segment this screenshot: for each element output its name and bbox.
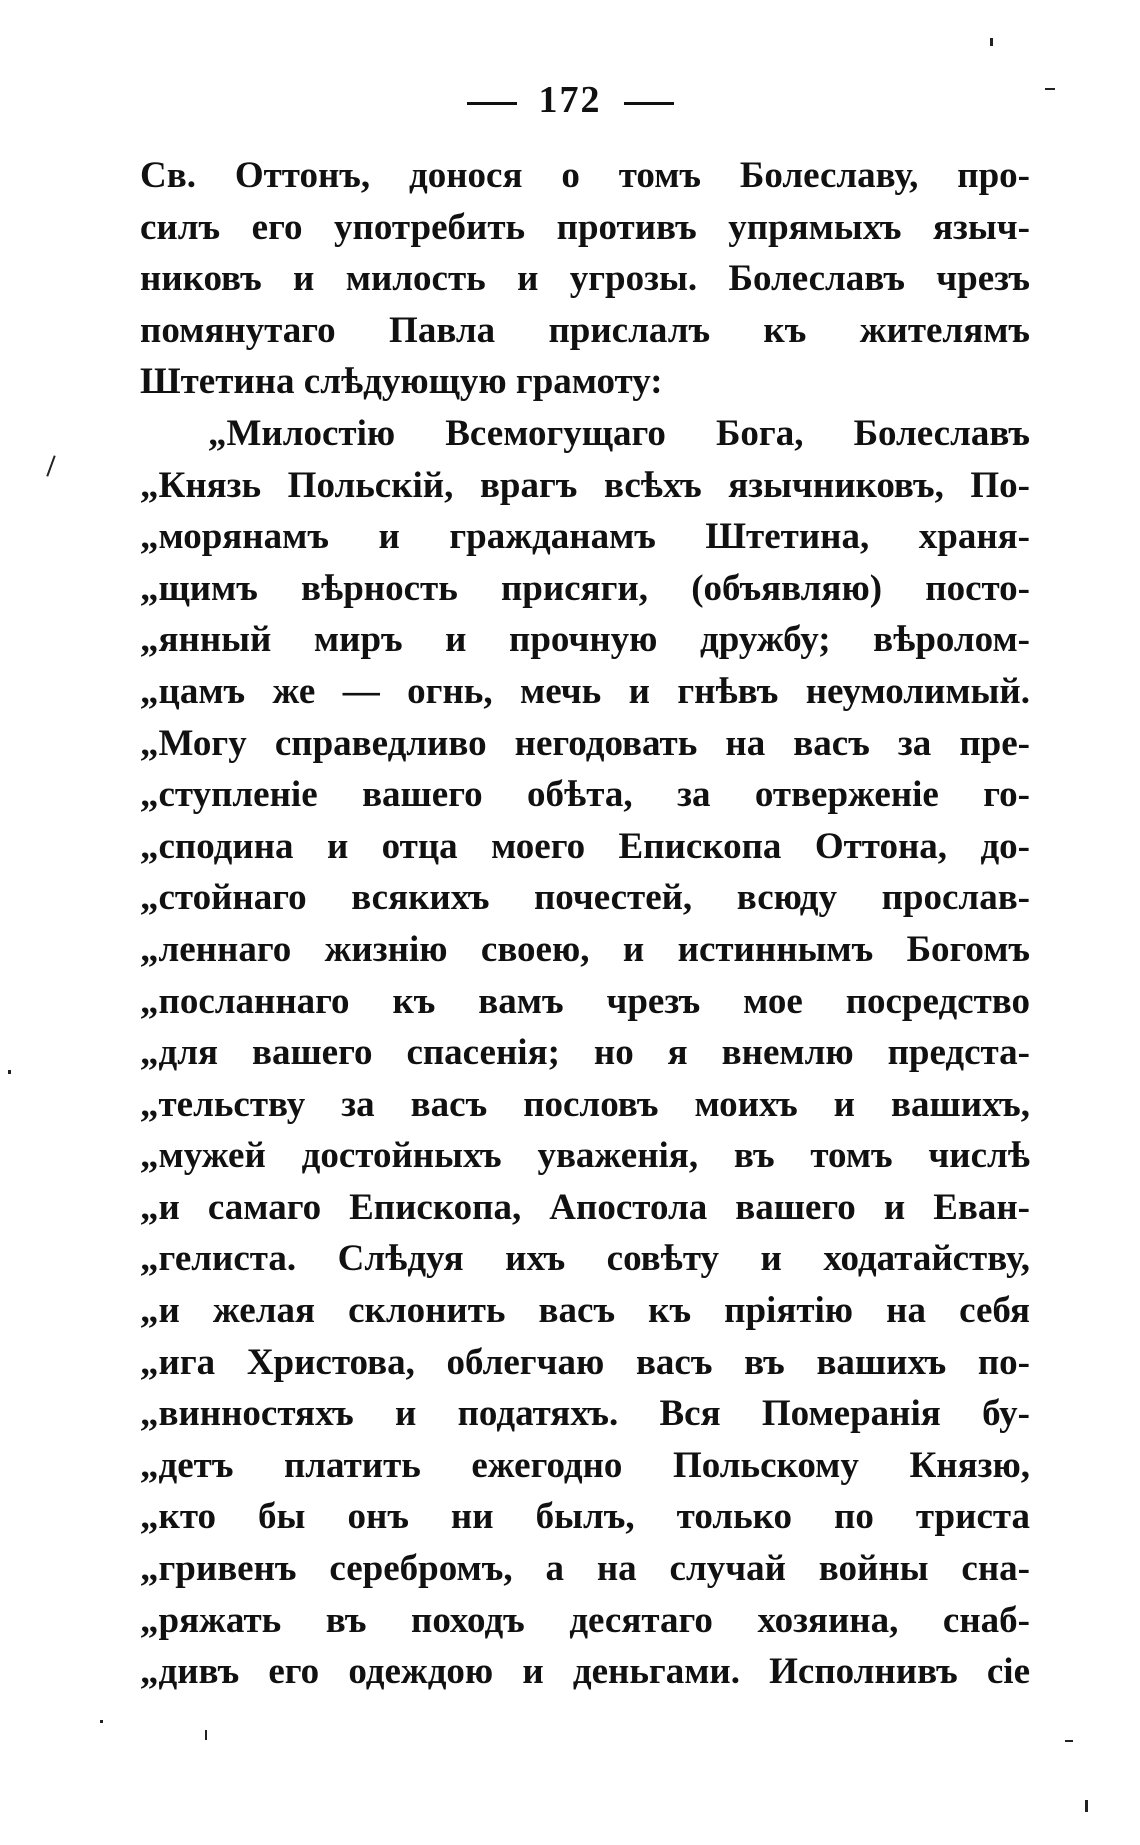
text-line: „гривенъ серебромъ, а на случай войны сна-	[140, 1548, 1030, 1590]
scan-speck	[1085, 1800, 1088, 1812]
text-line: „ига Христова, облегчаю васъ въ вашихъ по-	[140, 1341, 1030, 1383]
text-line: „Могу справедливо негодовать на васъ за пре-	[140, 722, 1030, 764]
text-line: „детъ платить ежегодно Польскому Князю,	[140, 1444, 1030, 1486]
header-dash-left	[467, 102, 517, 105]
text-line: „винностяхъ и податяхъ. Вся Померанія бу-	[140, 1393, 1030, 1435]
scan-speck	[100, 1720, 103, 1723]
body-text	[140, 150, 1030, 1698]
text-line: „щимъ вѣрность присяги, (объявляю) посто-	[140, 567, 1030, 609]
text-line: „и самаго Епископа, Апостола вашего и Еван-	[140, 1186, 1030, 1228]
text-line: „кто бы онъ ни былъ, только по триста	[140, 1496, 1030, 1538]
text-line: „ряжать въ походъ десятаго хозяина, снаб-	[140, 1599, 1030, 1641]
text-line: помянутаго Павла прислалъ къ жителямъ	[140, 309, 1030, 351]
text-line: „Милостію Всемогущаго Бога, Болеславъ	[208, 412, 1030, 454]
text-line: „янный миръ и прочную дружбу; вѣролом-	[140, 619, 1030, 661]
header-dash-right	[624, 102, 674, 105]
text-line: „посланнаго къ вамъ чрезъ мое посредство	[140, 980, 1030, 1022]
text-line: „для вашего спасенія; но я внемлю предста-	[140, 1032, 1030, 1074]
text-line: „ступленіе вашего обѣта, за отверженіе го-	[140, 774, 1030, 816]
text-line: никовъ и милость и угрозы. Болеславъ чрезъ	[140, 258, 1030, 300]
text-line: „дивъ его одеждою и деньгами. Исполнивъ сіе	[140, 1651, 1030, 1693]
scan-speck	[8, 1070, 11, 1074]
page-number: 172	[538, 79, 602, 121]
text-line: „тельству за васъ пословъ моихъ и вашихъ,	[140, 1083, 1030, 1125]
text-line: „Князь Польскій, врагъ всѣхъ язычниковъ, По-	[140, 464, 1030, 506]
text-line: „морянамъ и гражданамъ Штетина, храня-	[140, 516, 1030, 558]
text-line: „мужей достойныхъ уваженія, въ томъ числѣ	[140, 1135, 1030, 1177]
text-line: Св. Оттонъ, донося о томъ Болеславу, про-	[140, 155, 1030, 196]
text-line: „сподина и отца моего Епископа Оттона, до-	[140, 825, 1030, 867]
text-line: „и желая склонить васъ къ прiятiю на себя	[140, 1290, 1030, 1332]
scan-speck	[46, 455, 55, 476]
text-line: Штетина слѣдующую грамоту:	[140, 361, 663, 403]
page-header	[0, 78, 1140, 122]
scan-speck	[205, 1730, 207, 1740]
scan-speck	[1045, 88, 1055, 90]
text-line: силъ его употребить противъ упрямыхъ языч-	[140, 206, 1030, 248]
text-line: „цамъ же — огнь, мечь и гнѣвъ неумолимый.	[140, 670, 1030, 712]
scan-speck	[1065, 1740, 1073, 1742]
text-line: „стойнаго всякихъ почестей, всюду прослав-	[140, 877, 1030, 919]
scan-speck	[990, 38, 993, 46]
text-line: „леннаго жизнію своею, и истиннымъ Богомъ	[140, 928, 1030, 970]
text-line: „гелиста. Слѣдуя ихъ совѣту и ходатайству,	[140, 1238, 1030, 1280]
